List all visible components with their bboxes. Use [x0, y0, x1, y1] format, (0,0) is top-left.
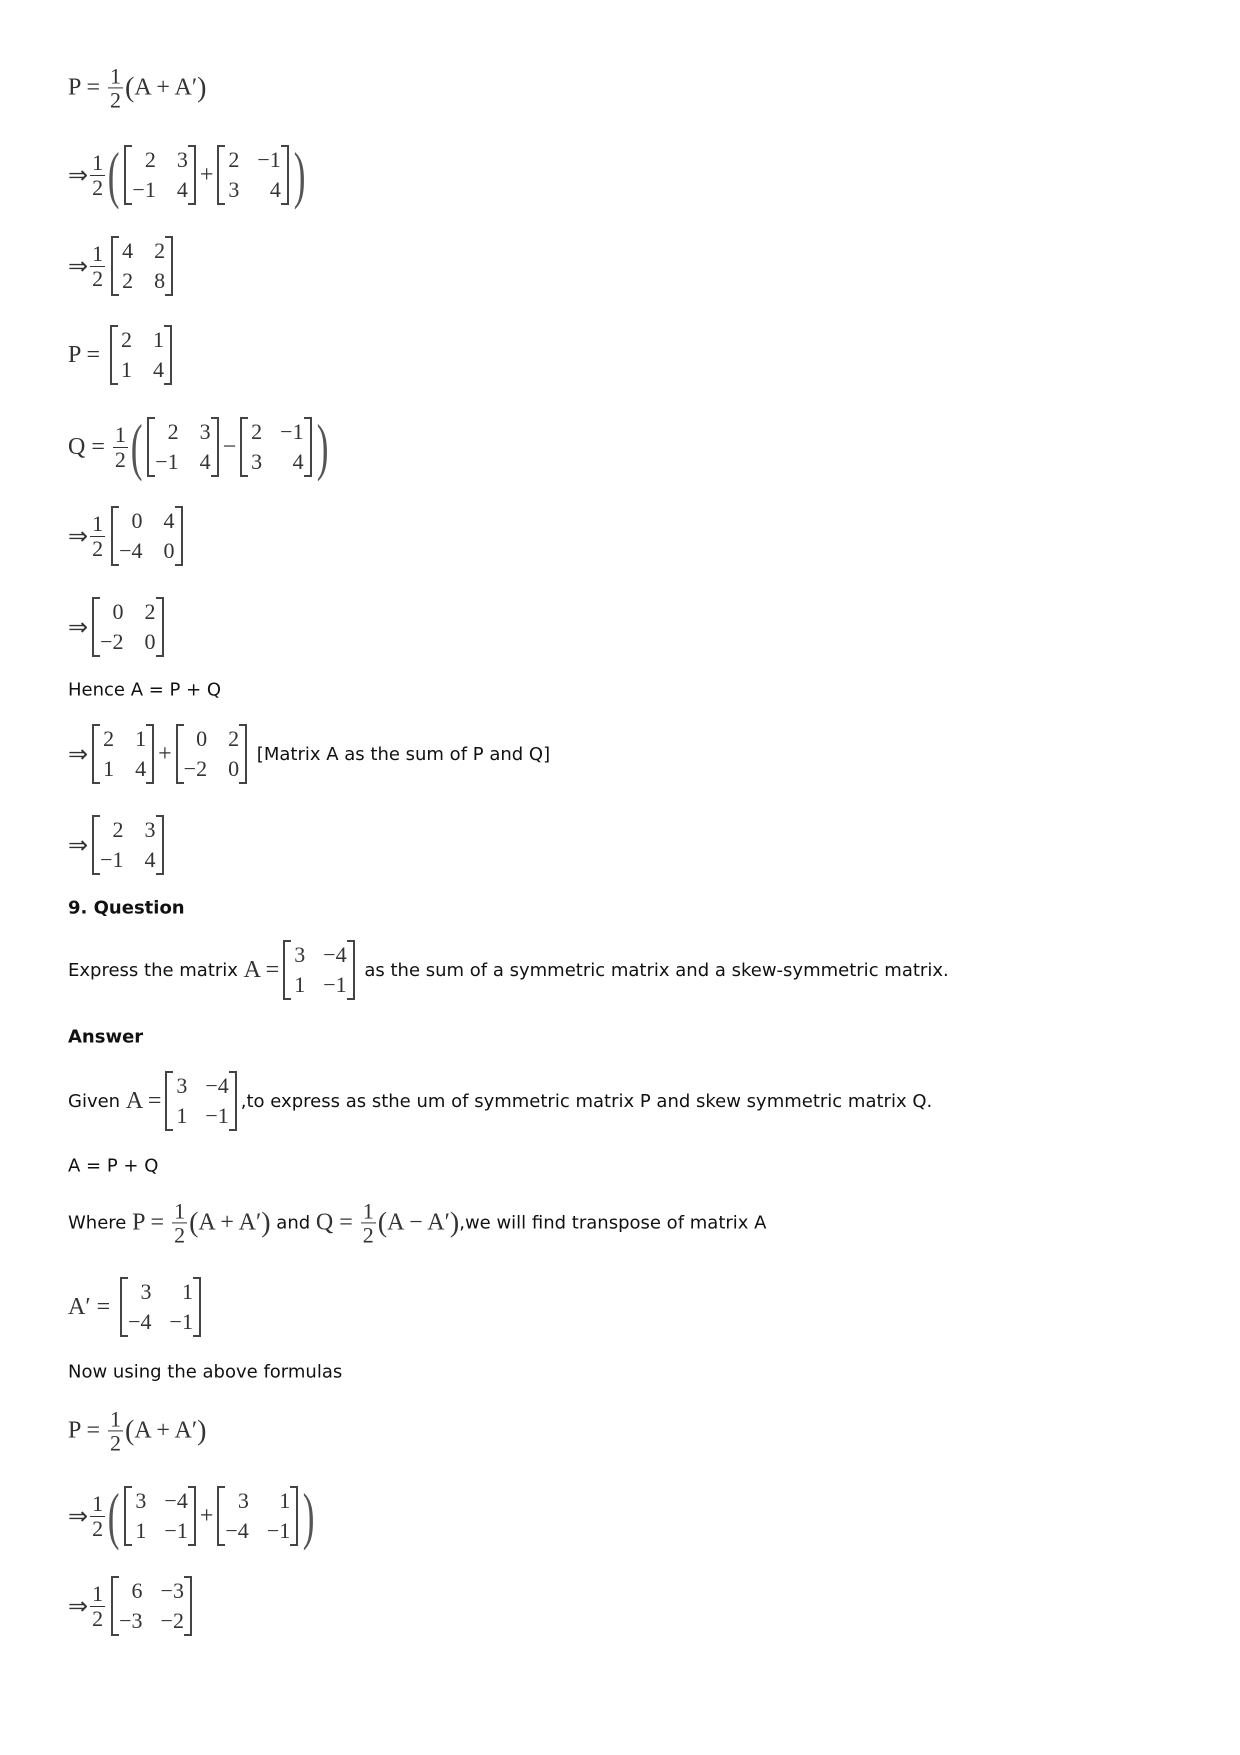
matrix-cell: −1: [132, 177, 156, 202]
math-expression: ⇒: [68, 162, 89, 189]
parenthesis: ): [197, 72, 207, 103]
matrix: [240, 417, 311, 477]
text-run: and: [270, 1212, 316, 1234]
bracket-serif: [290, 1486, 296, 1488]
bracket-serif: [281, 145, 287, 147]
bracket-serif: [229, 1129, 235, 1131]
matrix-cell: 3: [176, 147, 188, 172]
matrix-cell: 2: [228, 147, 240, 172]
matrix-cell: 0: [228, 756, 240, 781]
matrix: [124, 1486, 195, 1546]
matrix-cell: 3: [144, 817, 156, 842]
math-expression: Q =: [68, 433, 111, 460]
bracket-serif: [113, 564, 119, 566]
matrix-cell: −4: [128, 1309, 152, 1334]
bracket-serif: [126, 203, 132, 205]
bracket-serif: [239, 782, 245, 784]
math-expression: A − A′: [387, 1209, 450, 1236]
math-expression: P =: [68, 341, 106, 368]
bracket-serif: [94, 655, 100, 657]
section-heading: Answer: [68, 1026, 144, 1048]
math-expression: ⇒: [68, 1503, 89, 1530]
bracket-serif: [113, 294, 119, 296]
matrix-cell: 3: [237, 1488, 249, 1513]
bracket-serif: [188, 145, 194, 147]
matrix-cell: −4: [225, 1518, 249, 1543]
matrix-cell: 4: [292, 449, 304, 474]
matrix-cell: 2: [144, 147, 156, 172]
matrix-cell: −4: [119, 538, 143, 563]
bracket-serif: [113, 506, 119, 508]
bracket-serif: [229, 1071, 235, 1073]
matrix-cell: 1: [181, 1279, 193, 1304]
matrix-cell: 2: [121, 327, 132, 352]
text-run: as the sum of a symmetric matrix and a skew-symmetric matrix.: [358, 959, 949, 981]
bracket-serif: [156, 655, 162, 657]
bracket-serif: [146, 724, 152, 726]
bracket-serif: [94, 782, 100, 784]
matrix-cell: 4: [199, 449, 211, 474]
fraction-denominator: 2: [114, 446, 126, 472]
math-expression: ⇒: [68, 253, 89, 280]
matrix: [176, 724, 247, 784]
fraction-denominator: 2: [92, 535, 104, 561]
bracket-serif: [122, 1335, 128, 1337]
matrix-cell: −1: [266, 1518, 291, 1543]
fraction: [361, 1199, 376, 1246]
fraction-numerator: 1: [92, 1491, 104, 1517]
bracket-serif: [94, 815, 100, 817]
bracket-serif: [211, 475, 217, 477]
bracket-serif: [178, 782, 184, 784]
bracket-serif: [219, 145, 225, 147]
fraction: [90, 1492, 105, 1539]
fraction: [172, 1199, 187, 1246]
bracket-serif: [193, 1335, 199, 1337]
matrix-cell: 4: [144, 847, 156, 872]
math-expression: P =: [68, 1417, 106, 1444]
matrix: [165, 1071, 236, 1131]
matrix-cell: 4: [153, 357, 164, 382]
parenthesis: (: [125, 72, 135, 103]
matrix-cell: 3: [140, 1279, 152, 1304]
matrix-cell: 1: [121, 357, 132, 382]
matrix-cell: 1: [294, 972, 306, 997]
matrix-cell: −1: [164, 1518, 188, 1543]
bracket-serif: [156, 597, 162, 599]
bracket-serif: [126, 145, 132, 147]
fraction-denominator: 2: [110, 1430, 121, 1456]
matrix-cell: 1: [103, 756, 115, 781]
bracket-serif: [242, 417, 248, 419]
bracket-serif: [219, 203, 225, 205]
math-expression: ⇒: [68, 1593, 89, 1620]
bracket-serif: [156, 815, 162, 817]
text-run: Now using the above formulas: [68, 1361, 343, 1383]
content-line: [68, 139, 306, 210]
math-expression: ⇒: [68, 832, 89, 859]
text-run: Where: [68, 1212, 133, 1234]
text-run: Hence A = P + Q: [68, 679, 222, 701]
fraction-denominator: 2: [92, 265, 104, 291]
math-expression: A + A′: [134, 74, 198, 101]
math-expression: P =: [132, 1209, 171, 1236]
math-expression: P =: [68, 74, 106, 101]
parenthesis: (: [377, 1207, 388, 1238]
text-run: [Matrix A as the sum of P and Q]: [251, 743, 551, 765]
fraction: [90, 242, 105, 289]
fraction-denominator: 2: [174, 1222, 186, 1248]
bracket-serif: [149, 417, 155, 419]
bracket-serif: [219, 1486, 225, 1488]
bracket-serif: [242, 475, 248, 477]
parenthesis: (: [189, 1207, 199, 1238]
matrix: [111, 1576, 192, 1636]
parenthesis: ): [197, 1415, 207, 1446]
matrix-cell: −4: [205, 1073, 229, 1098]
content-line: [68, 1071, 932, 1131]
math-expression: −: [222, 433, 237, 460]
matrix-cell: −1: [257, 147, 281, 172]
bracket-serif: [178, 724, 184, 726]
fraction-numerator: 1: [92, 511, 104, 537]
matrix-cell: 2: [103, 726, 115, 751]
fraction-denominator: 2: [362, 1222, 374, 1248]
math-expression: A′ =: [68, 1293, 117, 1320]
content-line: [68, 1576, 196, 1636]
bracket-serif: [193, 1277, 199, 1279]
matrix: [124, 145, 195, 205]
matrix-cell: 2: [122, 268, 134, 293]
large-parenthesis: ): [303, 1480, 315, 1551]
bracket-serif: [165, 236, 171, 238]
fraction: [90, 151, 105, 198]
matrix-cell: 0: [112, 599, 124, 624]
content-line: [68, 1480, 316, 1551]
content-line: [68, 1156, 158, 1177]
section-heading: 9. Question: [68, 897, 185, 919]
matrix: [111, 236, 173, 296]
matrix-cell: 0: [196, 726, 208, 751]
matrix-cell: −4: [164, 1488, 188, 1513]
matrix: [147, 417, 218, 477]
fraction-numerator: 1: [114, 422, 126, 448]
text-run: A = P + Q: [68, 1155, 159, 1177]
bracket-serif: [146, 782, 152, 784]
matrix-cell: 4: [122, 238, 134, 263]
matrix-cell: 0: [131, 508, 143, 533]
bracket-serif: [285, 998, 291, 1000]
bracket-serif: [184, 1576, 190, 1578]
bracket-serif: [94, 873, 100, 875]
matrix-cell: 2: [112, 817, 124, 842]
bracket-serif: [126, 1486, 132, 1488]
content-line: [68, 506, 187, 566]
fraction-numerator: 1: [362, 1198, 374, 1224]
math-expression: +: [199, 161, 214, 188]
text-run: Given: [68, 1090, 126, 1112]
matrix-cell: 4: [269, 177, 281, 202]
fraction-numerator: 1: [110, 1406, 121, 1432]
content-line: [68, 815, 168, 875]
matrix-cell: −1: [323, 972, 347, 997]
bracket-serif: [113, 236, 119, 238]
bracket-serif: [211, 417, 217, 419]
fraction-numerator: 1: [92, 241, 104, 267]
bracket-serif: [122, 1277, 128, 1279]
math-expression: ⇒: [68, 741, 89, 768]
matrix-cell: 4: [163, 508, 175, 533]
fraction-denominator: 2: [92, 1515, 104, 1541]
content-line: [68, 325, 176, 385]
matrix-cell: −2: [100, 629, 124, 654]
bracket-serif: [175, 564, 181, 566]
bracket-serif: [239, 724, 245, 726]
matrix-cell: −2: [183, 756, 208, 781]
matrix-cell: 2: [167, 419, 179, 444]
matrix: [92, 597, 163, 657]
large-parenthesis: (: [107, 139, 120, 210]
matrix-cell: 1: [135, 1518, 147, 1543]
bracket-serif: [175, 506, 181, 508]
bracket-serif: [126, 1544, 132, 1546]
bracket-serif: [347, 940, 353, 942]
content-line: [68, 1407, 206, 1454]
bracket-serif: [285, 940, 291, 942]
matrix-cell: 1: [153, 327, 164, 352]
bracket-serif: [149, 475, 155, 477]
large-parenthesis: (: [107, 1480, 120, 1551]
matrix-cell: −1: [205, 1103, 229, 1128]
bracket-serif: [188, 1544, 194, 1546]
fraction: [113, 423, 128, 470]
fraction: [90, 512, 105, 559]
math-expression: A + A′: [198, 1209, 262, 1236]
matrix-cell: 3: [294, 942, 306, 967]
matrix: [92, 815, 163, 875]
fraction-denominator: 2: [110, 87, 121, 113]
content-line: [68, 1362, 342, 1383]
matrix-cell: 8: [154, 268, 166, 293]
math-expression: A + A′: [134, 1417, 198, 1444]
matrix-cell: −1: [155, 449, 179, 474]
parenthesis: ): [449, 1207, 460, 1238]
fraction-numerator: 1: [110, 63, 121, 89]
matrix: [120, 1277, 201, 1337]
matrix-cell: −2: [160, 1608, 184, 1633]
bracket-serif: [290, 1544, 296, 1546]
content-line: [68, 236, 177, 296]
bracket-serif: [112, 383, 118, 385]
bracket-serif: [112, 325, 118, 327]
matrix-cell: 2: [154, 238, 166, 263]
matrix-cell: 3: [135, 1488, 147, 1513]
matrix-cell: −1: [169, 1309, 193, 1334]
matrix-cell: 6: [131, 1578, 143, 1603]
matrix-cell: −3: [160, 1578, 184, 1603]
bracket-serif: [184, 1634, 190, 1636]
bracket-serif: [94, 724, 100, 726]
matrix-cell: 3: [176, 1073, 188, 1098]
bracket-serif: [347, 998, 353, 1000]
large-parenthesis: (: [130, 411, 143, 482]
matrix-cell: 3: [199, 419, 211, 444]
bracket-serif: [304, 475, 310, 477]
content-line: [68, 1199, 766, 1246]
matrix-cell: 2: [228, 726, 240, 751]
math-expression: +: [199, 1502, 214, 1529]
matrix: [283, 940, 354, 1000]
matrix-cell: −1: [100, 847, 124, 872]
content-line: [68, 898, 185, 919]
bracket-serif: [167, 1129, 173, 1131]
bracket-serif: [164, 325, 170, 327]
math-expression: +: [158, 740, 172, 767]
fraction-numerator: 1: [92, 150, 104, 176]
content-line: [68, 597, 168, 657]
matrix: [217, 145, 288, 205]
bracket-serif: [113, 1576, 119, 1578]
matrix-cell: 1: [135, 726, 147, 751]
matrix-cell: 1: [279, 1488, 291, 1513]
matrix-cell: 0: [144, 629, 156, 654]
matrix-cell: 0: [163, 538, 175, 563]
text-run: Express the matrix: [68, 959, 244, 981]
bracket-serif: [113, 1634, 119, 1636]
bracket-serif: [188, 203, 194, 205]
fraction-numerator: 1: [92, 1581, 104, 1607]
bracket-serif: [165, 294, 171, 296]
matrix: [110, 325, 172, 385]
fraction-denominator: 2: [92, 174, 104, 200]
fraction: [108, 1407, 123, 1454]
matrix-cell: 2: [144, 599, 156, 624]
text-run: ,we will find transpose of matrix A: [459, 1212, 767, 1234]
bracket-serif: [167, 1071, 173, 1073]
content-line: [68, 411, 329, 482]
matrix-cell: 3: [228, 177, 240, 202]
math-expression: ⇒: [68, 523, 89, 550]
fraction-numerator: 1: [174, 1198, 186, 1224]
fraction: [90, 1582, 105, 1629]
text-run: ,to express as sthe um of symmetric matrix P and skew symmetric matrix Q.: [240, 1090, 933, 1112]
bracket-serif: [156, 873, 162, 875]
math-expression: Q =: [315, 1209, 359, 1236]
matrix-cell: −1: [280, 419, 304, 444]
content-line: [68, 1277, 205, 1337]
bracket-serif: [281, 203, 287, 205]
content-line: [68, 1027, 143, 1048]
large-parenthesis: ): [316, 411, 329, 482]
bracket-serif: [94, 597, 100, 599]
content-line: [68, 940, 949, 1000]
parenthesis: ): [261, 1207, 271, 1238]
large-parenthesis: ): [293, 139, 306, 210]
math-expression: A =: [125, 1087, 162, 1114]
matrix-cell: 4: [176, 177, 188, 202]
matrix: [92, 724, 154, 784]
content-line: [68, 64, 206, 111]
bracket-serif: [219, 1544, 225, 1546]
bracket-serif: [304, 417, 310, 419]
matrix: [111, 506, 182, 566]
matrix-cell: −4: [323, 942, 347, 967]
matrix-cell: 3: [251, 449, 263, 474]
matrix-cell: 1: [176, 1103, 188, 1128]
content-line: [68, 724, 550, 784]
math-expression: A =: [243, 956, 280, 983]
fraction-denominator: 2: [92, 1605, 104, 1631]
matrix-cell: −3: [119, 1608, 143, 1633]
matrix-cell: 4: [135, 756, 147, 781]
parenthesis: (: [125, 1415, 135, 1446]
matrix-cell: 2: [251, 419, 263, 444]
content-line: [68, 680, 221, 701]
math-expression: ⇒: [68, 614, 89, 641]
matrix: [217, 1486, 298, 1546]
bracket-serif: [188, 1486, 194, 1488]
bracket-serif: [164, 383, 170, 385]
fraction: [108, 64, 123, 111]
